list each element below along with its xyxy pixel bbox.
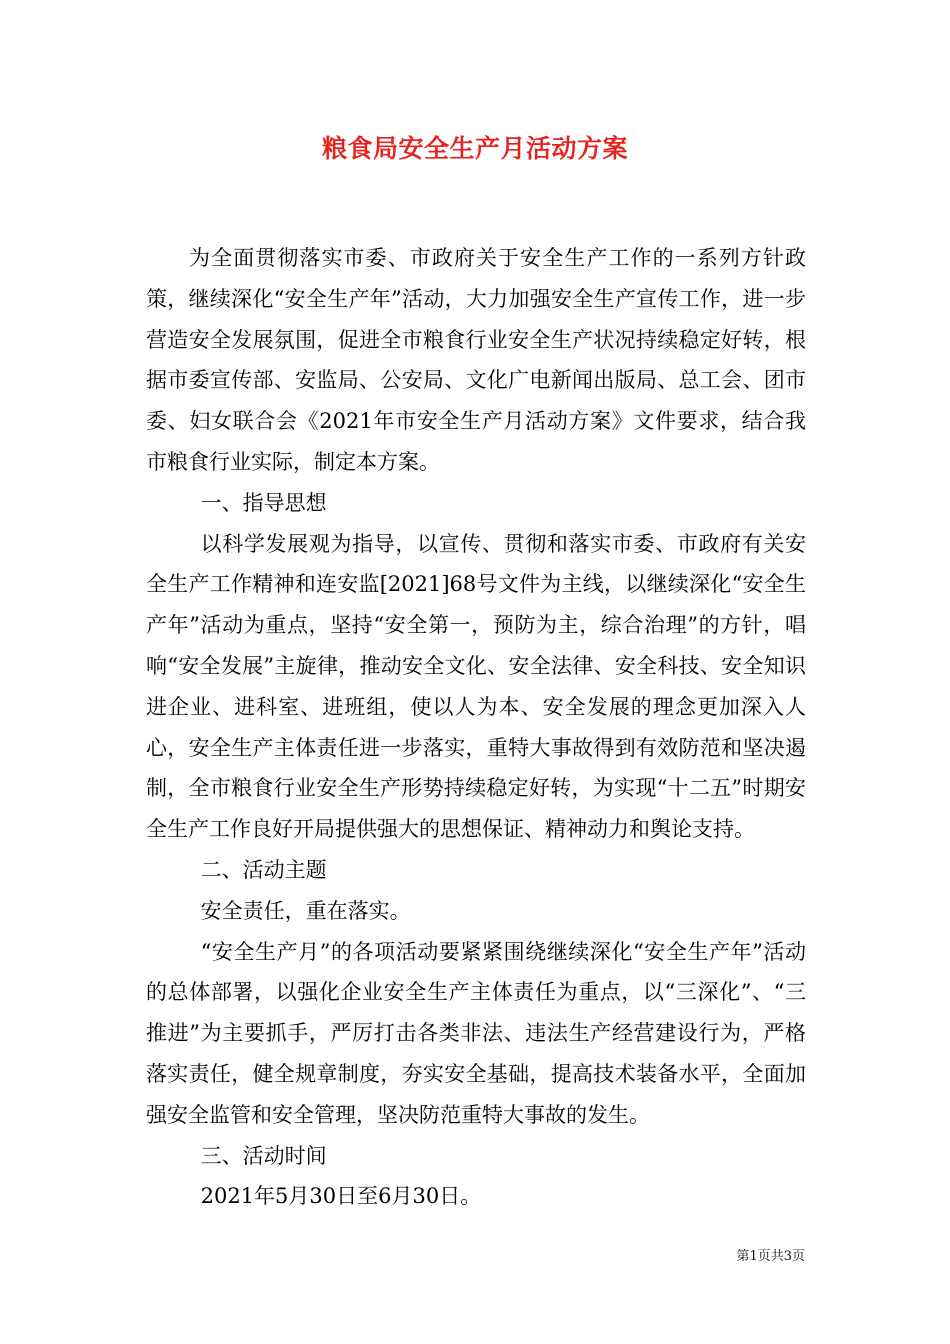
page-number-footer: 第1页共3页 (736, 1249, 805, 1264)
document-title: 粮食局安全生产月活动方案 (321, 134, 628, 163)
section-heading-activity-time: 三、活动时间 (200, 1143, 327, 1168)
guiding-ideology-paragraph: 以科学发展观为指导，以宣传、贯彻和落实市委、市政府有关安全生产工作精神和连安监[2021]68号文件为主线，以继续深化“安全生产年”活动为重点，坚持“安全第一，预防为主，综合治理”的方针，唱响“安全发展”主旋律，推动安全文化、安全法律、安全科技、安全知识进企业、进科室、进班组，使以人为本、安全发展的理念更加深入人心，安全生产主体责任进一步落实，重特大事故得到有效防范和坚决遏制，全市粮食行业安全生产形势持续稳定好转，为实现“十二五”时期安全生产工作良好开局提供强大的思想保证、精神动力和舆论支持。 (146, 531, 806, 842)
activity-theme-slogan: 安全责任，重在落实。 (200, 898, 411, 923)
activity-theme-paragraph: “安全生产月”的各项活动要紧紧围绕继续深化“安全生产年”活动的总体部署，以强化企业安全生产主体责任为重点，以“三深化”、“三推进”为主要抓手，严厉打击各类非法、违法生产经营建设行为，严格落实责任，健全规章制度，夯实安全基础，提高技术装备水平，全面加强安全监管和安全管理，坚决防范重特大事故的发生。 (146, 939, 806, 1127)
section-heading-activity-theme: 二、活动主题 (200, 857, 327, 882)
activity-time-paragraph: 2021年5月30日至6月30日。 (200, 1184, 482, 1209)
intro-paragraph: 为全面贯彻落实市委、市政府关于安全生产工作的一系列方针政策，继续深化“安全生产年”活动，大力加强安全生产宣传工作，进一步营造安全发展氛围，促进全市粮食行业安全生产状况持续稳定好转，根据市委宣传部、安监局、公安局、文化广电新闻出版局、总工会、团市委、妇女联合会《2021年市安全生产月活动方案》文件要求，结合我市粮食行业实际，制定本方案。 (146, 246, 806, 474)
section-heading-guiding-ideology: 一、指导思想 (200, 490, 327, 515)
document-body (146, 238, 806, 1217)
